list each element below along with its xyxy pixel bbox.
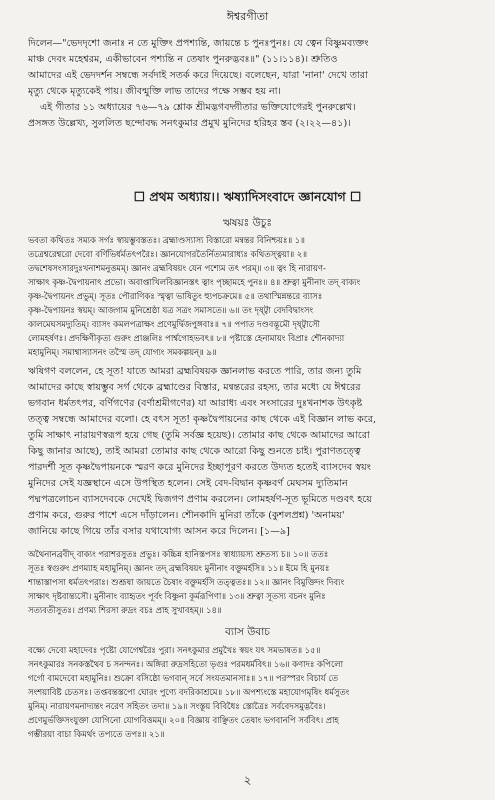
verse-line: তদ্বশেষসংসারদুঃখনাশমনুত্তমম্। জ্ঞানং ব্রহ্মবিষয়ং যেন পশ্যেম তৎ পরম্॥ ৩॥ ত্বং হি নারায়ণ- [28, 263, 326, 273]
translation-line: মুনিদের সেই যজ্ঞস্থানে এসে উপস্থিত হলেন। সেই বেদ-বিদ্বান কৃষ্ণবর্ণ মেঘসম দ্যুতিমান [28, 478, 348, 489]
translation-line: পদ্মপত্রলোচন ব্যাসদেবকে দেখেই দ্বিজগণ প্রণাম করলেন। লোমহর্ষণ-সূত ভূমিতে দণ্ডবৎ হয়ে [28, 494, 372, 505]
intro-line: দিলেন—"ভেদদৃশো জনাঃ ন তে মুক্তিং প্রপশ্যন্তি, জায়ন্তে চ পুনঃপুনঃ। যে ত্বেন বিষ্ণুমব্যক্তং [28, 38, 369, 49]
translation-line: কিছু জানার আছে), তাই আমরা তোমার কাছ থেকে আরো কিছু শুনতে চাই। পুরাণতত্ত্বে [28, 446, 361, 457]
verse-line: সাক্ষাৎ কৃষ্ণ-দ্বৈপায়নাৎ প্রভো। অবাপ্তাখিলবিজ্ঞানস্তৎ ত্বাং পৃচ্ছামহে পুনঃ॥ ৪॥ শ্রুত্বা মুনীনাং তদ্ বাক্যং [28, 277, 361, 287]
intro-paragraph [28, 36, 468, 132]
page-number: ২ [243, 773, 252, 787]
verse-line: কালমেঘসমদ্যুতিম্। ব্যাসং কমলপত্রাক্ষং প্রণেমুর্দ্বিজপুঙ্গবাঃ॥ ৭॥ পপাত দণ্ডবদ্ভূমৌ দৃষ্ট্বাসৌ [28, 319, 320, 329]
verse-line: গর্গো বামদেবো মহামুনিঃ। শুক্রো বসিষ্ঠো ভগবান্ সর্বে সংযতমানসাঃ॥ ১৭॥ পরস্পরং বিচার্য তে [28, 673, 338, 683]
translation-paragraph [28, 364, 468, 540]
verses-15-21 [28, 643, 473, 741]
chapter-title: ☐ প্রথম অধ্যায়।। ঋষ্যাদিসংবাদে জ্ঞানযোগ ☐ [133, 189, 362, 204]
translation-line: পারদর্শী সূত কৃষ্ণদ্বৈপায়নকে স্মরণ করে মুনিদের ইচ্ছাপূরণ করতে উদ্যত হতেই ব্যাসদেব স্বয়ং [28, 462, 371, 473]
translation-line: ভগবান ধর্মতৎপর, বর্ণিগণের (বর্ণাশ্রমীগণের) যা আরাধ্য এবং সংসারের দুঃখনাশক উৎকৃষ্ট [28, 398, 363, 409]
translation-line: আমাদের কাছে স্বায়ম্ভুব সর্গ থেকে ব্রহ্মাণ্ডের বিস্তার, মন্বন্তরের রহস্য, তার মধ্যে যে ঈশ্বরের [28, 382, 361, 393]
verse-line: মুনিম্। নারায়ণমনাদ্যন্তং নরেণ সহিতং তদা॥ ১৯॥ সংস্তূয় বিবিধৈঃ স্তোত্রৈঃ সর্ববেদসমুদ্ভবৈঃ। [28, 701, 326, 711]
translation-line: তুমি সাক্ষাৎ নারায়ণস্বরূপ হয়ে গেছ (তুমি সর্বজ্ঞ হয়েছ)। তোমার কাছ থেকে আমাদের আরো [28, 430, 370, 441]
verse-line: সাক্ষাৎ দৃষ্টবান্ত্যসৌ। মুনীনাং ব্যাহৃতং পূর্বং বিষ্ণুনা কূর্মরূপিণা॥ ১৩॥ শ্রুত্বা সূতস্য বচনং মুনিঃ [28, 591, 326, 601]
verse-line: গম্ভীরয়া বাচা কিমর্থং তপ্যতে তপঃ॥ ২১॥ [28, 729, 165, 739]
verses-1-9 [28, 233, 473, 359]
verse-line: মহামুনিম্। সমাশ্বাস্যাসনং তস্মৈ তদ্ যোগ্যং সমকল্পয়ন্॥ ৯॥ [28, 347, 217, 357]
verse-line: শান্তাস্তাপসা ধর্মতৎপরাঃ। শুশ্রূষা জায়তে চৈষাং বক্তুমর্হসি তত্ত্বতঃ॥ ১২॥ জ্ঞানং বিমুক্তিদং দিব্যং [28, 577, 345, 587]
intro-line: এই গীতার ১১ অধ্যায়ের ৭৬—৭৯ শ্লোক শ্রীমদ্ভগবদ্গীতার ভক্তিযোগেরই পুনরুল্লেখ। [40, 102, 356, 113]
verse-line: প্রণেমুর্ভক্তিসংযুক্তা যোগিনো যোগবিত্তমম্॥ ২০॥ বিজ্ঞায় বাঞ্ছিতং তেষাং ভগবানপি সর্ববিৎ। প্রাহ [28, 715, 339, 725]
verse-line: কৃষ্ণ-দ্বৈপায়নঃ স্বয়ম্। আজগাম মুনিশ্রেষ্ঠা যত্র সত্রং সমাসতে॥ ৬॥ তং দৃষ্ট্বা বেদবিদ্বাংসং [28, 305, 314, 315]
translation-line: প্রণাম করে, গুরুর পাশে এসে দাঁড়ালেন। শৌনকাদি মুনিরা তাঁকে (কুশলপ্রশ্ন) 'অনাময়' [28, 510, 345, 521]
speaker-heading-vyasa: ব্যাস উবাচ [225, 626, 270, 638]
verse-line: লোমহর্ষণঃ। প্রদক্ষিণীকৃত্য গুরুং প্রাঞ্জলিঃ পার্শ্বগোহভবৎ॥ ৮॥ পৃষ্টাস্তে হেনামায়ং বিপ্রাঃ শৌনকাদ্যা [28, 333, 345, 343]
verse-line: সত্যবতীসুতঃ। প্রণম্য শিরসা রুদ্রং বচঃ প্রাহ সুখাবহম্॥ ১৪॥ [28, 605, 222, 615]
intro-line: মৃত্যু থেকে মৃত্যুকেই পায়। জীবন্মুক্তি লাভ তাদের পক্ষে সম্ভব হয় না। [28, 86, 281, 97]
intro-line: মাঞ্চ দেবং মহেশ্বরম, একীভাবেন পশ্যন্তি ন তেষাং পুনরুদ্ভবঃ॥" (১১।১১৪)। শ্রুতিও [28, 54, 338, 65]
translation-line: ঋষিগণ বললেন, হে সূত! যাতে আমরা ব্রহ্মবিষয়ক জ্ঞানলাভ করতে পারি, তার জন্য তুমি [28, 366, 362, 377]
verse-line: সনৎকুমারঃ সনকস্তথৈব চ সনন্দনঃ। অঙ্গিরা রুদ্রসহিতো ভৃগুঃ পরমধর্মবিৎ॥ ১৬॥ কণাদঃ কপিলো [28, 659, 344, 669]
verse-line: বক্ষ্যে দেবো মহাদেবঃ পৃষ্টো যোগেশ্বরৈঃ পুরা। সনৎকুমার প্রমুখৈঃ স্বয়ং যৎ সমভাষত॥ ১৫॥ [28, 645, 321, 655]
verse-line: সূতঃ স্বগুরুং প্রণম্যাহ মহামুনিম্। জ্ঞানং তদ্ ব্রহ্মবিষয়ং মুনীনাং বক্তুমর্হসি॥ ১১॥ ইমে হি মুনয়ঃ [28, 563, 330, 573]
verse-line: অথৈনানব্রবীদ্ বাক্যং পরাশরসুতঃ প্রভুঃ। কচ্চিন্ন হানিস্তপসঃ স্বাধ্যায়স্য শ্রুতস্য চ॥ ১০॥ ততঃ [28, 549, 329, 559]
intro-line: প্রসঙ্গত উল্লেখ্য, সুললিত ছন্দোবদ্ধ সনৎকুমার প্রমুখ মুনিদের হরিহর স্তব (২।২২—৪১)। [28, 118, 351, 129]
speaker-heading-rishis: ঋষয়ঃ উচুঃ [222, 217, 273, 229]
verse-line: তত্রেশ্বরেশ্বরো দেবো বর্ণিভির্ধর্মতৎপরৈঃ। জ্ঞানযোগরতৈর্নিত্যমারাধ্যঃ কথিতস্ত্বয়া॥ ২॥ [28, 249, 307, 259]
verses-10-14 [28, 547, 473, 617]
translation-line: তত্ত্ব সম্বন্ধে আমাদের বলো। হে বৎস সূত! কৃষ্ণদ্বৈপায়নের কাছ থেকে এই বিজ্ঞান লাভ করে, [28, 414, 377, 425]
verse-line: সংশয়াবিষ্ট চেতসঃ। তপ্তবন্তস্তপো ঘোরং পুণ্যে বদরিকাশ্রমে॥ ১৮॥ অপশ্যংস্তে মহাযোগমৃষিং ধর্মসুতং [28, 687, 350, 697]
intro-line: আমাদের এই ভেদদর্শন সম্বন্ধে সর্বদাই সতর্ক করে দিয়েছে। বলেছেন, যারা 'নানা' দেখে তারা [28, 70, 368, 81]
verse-line: ভবতা কথিতঃ সম্যক সর্গঃ স্বায়ম্ভুবস্ততঃ। ব্রহ্মাণ্ডস্যাস্য বিস্তারো মন্বন্তর বিনিশ্চয়ঃ॥ ১॥ [28, 235, 305, 245]
running-title: ঈশ্বরগীতা [226, 10, 269, 23]
verse-line: কৃষ্ণ-দ্বৈপায়নং প্রভুম্। সূতঃ পৌরাণিকঃ স্মৃত্বা ভাষিতুং হ্যুপচক্রমে॥ ৫॥ তথাস্মিন্নন্তরে ব্যাসঃ [28, 291, 323, 301]
translation-line: জানিয়ে কাছে গিয়ে তাঁর বসার যথাযোগ্য আসন করে দিলেন। [১—৯] [28, 526, 290, 537]
